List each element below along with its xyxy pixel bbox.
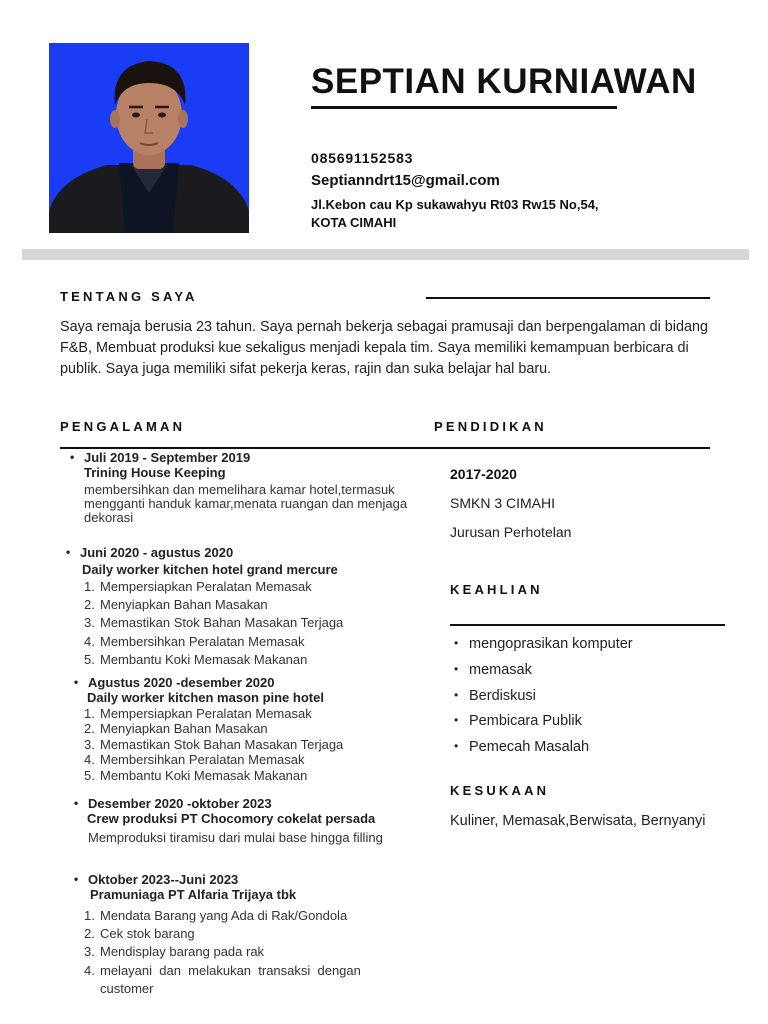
job-entry <box>84 675 458 783</box>
job-period: • Juni 2020 - agustus 2020 <box>80 545 450 560</box>
full-name: SEPTIAN KURNIAWAN <box>311 62 697 101</box>
job-task-list <box>84 706 458 783</box>
experience-heading: PENGALAMAN <box>60 419 186 434</box>
skill-item: • mengoprasikan komputer <box>452 636 633 662</box>
education-school: SMKN 3 CIMAHI <box>450 495 556 511</box>
job-role: Daily worker kitchen mason pine hotel <box>87 690 324 705</box>
skill-item: • Berdiskusi <box>452 688 633 714</box>
job-role: Trining House Keeping <box>84 465 226 480</box>
education-major: Jurusan Perhotelan <box>450 524 572 540</box>
job-role: Crew produksi PT Chocomory cokelat persada <box>87 811 376 826</box>
phone-number: 085691152583 <box>311 150 414 166</box>
job-task: 1. Mempersiapkan Peralatan Memasak <box>84 579 312 594</box>
hobbies-text: Kuliner, Memasak,Berwisata, Bernyanyi <box>450 813 706 829</box>
job-task: 1. Mendata Barang yang Ada di Rak/Gondola <box>84 908 348 923</box>
about-heading-rule <box>426 297 710 299</box>
job-entry <box>88 796 408 847</box>
skills-list <box>452 636 633 765</box>
home-address <box>311 196 651 232</box>
education-heading: PENDIDIKAN <box>434 419 547 434</box>
job-period: • Juli 2019 - September 2019 <box>84 450 429 465</box>
skill-item: • memasak <box>452 662 633 688</box>
job-task: 3. Memastikan Stok Bahan Masakan Terjaga <box>84 615 344 631</box>
profile-photo <box>49 43 249 233</box>
job-period: • Agustus 2020 -desember 2020 <box>88 675 458 690</box>
job-task: 4. Membersihkan Peralatan Memasak <box>84 633 305 649</box>
name-underline <box>311 106 617 109</box>
job-task: 2. Menyiapkan Bahan Masakan <box>84 721 268 737</box>
job-task: 4. melayani dan melakukan transaksi dengan <box>84 962 361 978</box>
job-period: • Oktober 2023--Juni 2023 <box>88 872 458 887</box>
address-line-1: Jl.Kebon cau Kp sukawahyu Rt03 Rw15 No,54, <box>311 197 599 212</box>
about-text: Saya remaja berusia 23 tahun. Saya pernah bekerja sebagai pramusaji dan berpengalaman di bidang F&B, Membuat produksi kue sekaligus menjadi kepala tim. Saya memiliki kemampuan berbicara di publik. Saya juga memiliki sifat pekerja keras, rajin dan suka belajar hal baru. <box>60 319 709 377</box>
person-portrait-icon <box>49 43 249 233</box>
job-task: 1. Mempersiapkan Peralatan Memasak <box>84 706 312 721</box>
job-entry <box>80 545 450 669</box>
experience-education-rule <box>60 447 710 449</box>
job-description: Memproduksi tiramisu dari mulai base hingga filling <box>88 830 383 845</box>
job-task-list <box>84 578 450 669</box>
skill-item: • Pemecah Masalah <box>452 739 633 765</box>
skill-item: • Pembicara Publik <box>452 713 633 739</box>
job-period: • Desember 2020 -oktober 2023 <box>88 796 408 811</box>
job-task: 2. Cek stok barang <box>84 926 195 942</box>
job-entry <box>84 872 458 998</box>
job-task: 2. Menyiapkan Bahan Masakan <box>84 597 268 613</box>
education-years: 2017-2020 <box>450 466 517 482</box>
hobbies-heading: KESUKAAN <box>450 783 550 798</box>
job-role: Pramuniaga PT Alfaria Trijaya tbk <box>90 887 297 902</box>
job-task: customer <box>100 980 154 996</box>
job-task: 3. Memastikan Stok Bahan Masakan Terjaga <box>84 736 344 752</box>
job-task-list <box>84 907 458 998</box>
skills-heading-rule <box>450 624 725 626</box>
job-task: 4. Membersihkan Peralatan Memasak <box>84 752 305 768</box>
about-heading: TENTANG SAYA <box>60 289 198 304</box>
job-entry <box>84 450 429 525</box>
job-role: Daily worker kitchen hotel grand mercure <box>82 562 338 577</box>
job-task: 5. Membantu Koki Memasak Makanan <box>84 767 308 783</box>
job-description: membersihkan dan memelihara kamar hotel,termasuk mengganti handuk kamar,menata ruangan dan menjaga dekorasi <box>84 482 408 525</box>
skills-heading: KEAHLIAN <box>450 582 543 597</box>
job-task: 5. Membantu Koki Memasak Makanan <box>84 651 308 667</box>
email-address: Septianndrt15@gmail.com <box>311 172 500 189</box>
address-line-2: KOTA CIMAHI <box>311 215 397 230</box>
job-task: 3. Mendisplay barang pada rak <box>84 944 265 960</box>
header-divider-band <box>22 249 749 260</box>
